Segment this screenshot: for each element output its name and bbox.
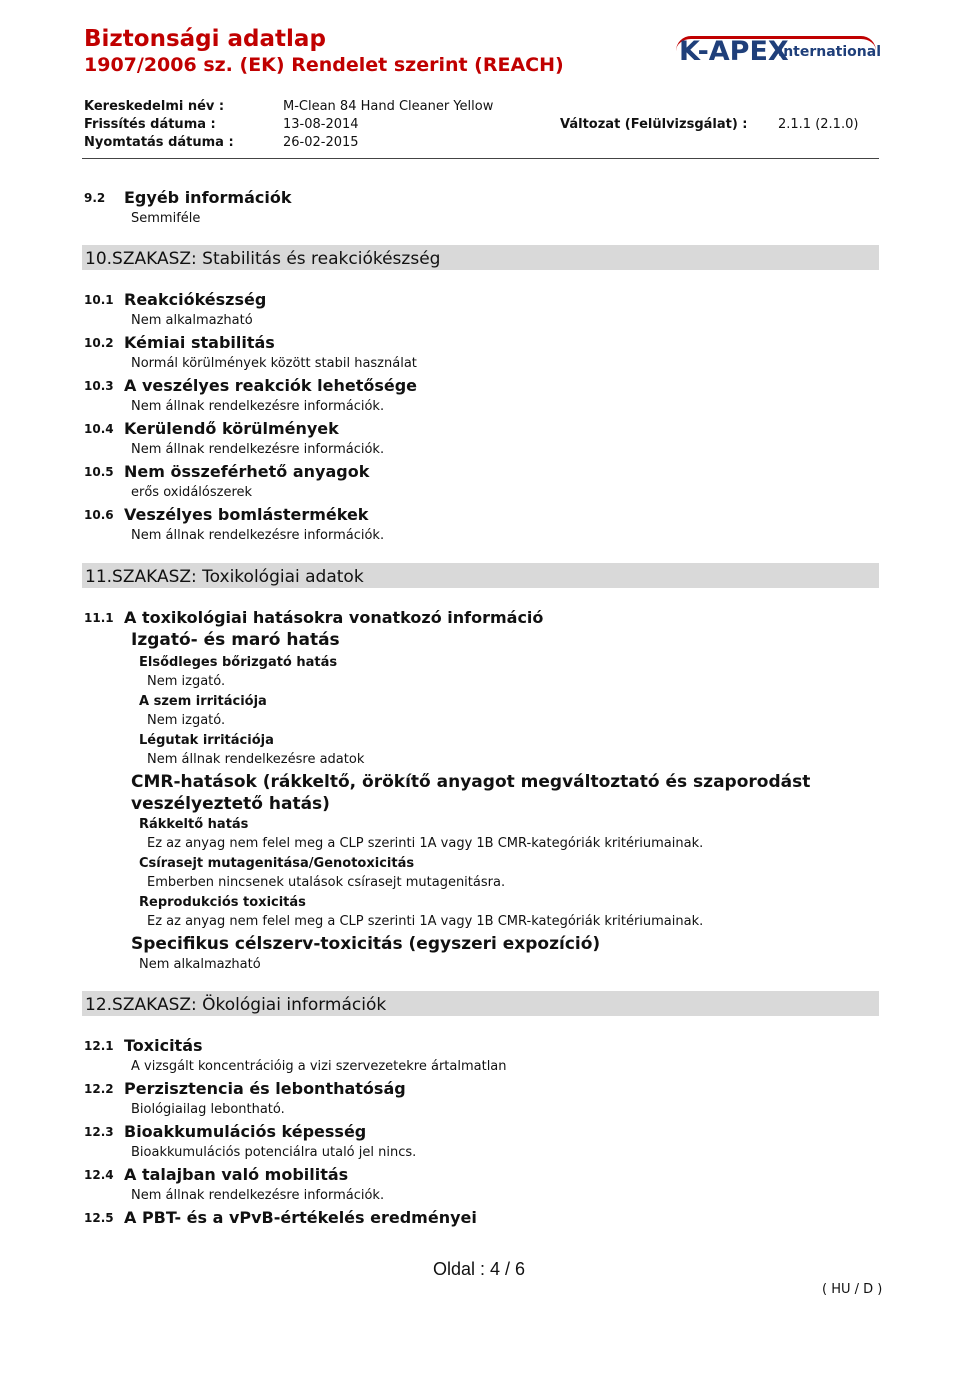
eye-irritation-label: A szem irritációja (139, 694, 267, 709)
section-number: 12.3 (84, 1125, 114, 1139)
trade-name-value: M-Clean 84 Hand Cleaner Yellow (283, 99, 494, 114)
genotoxicity-text: Emberben nincsenek utalások csírasejt mutagenitásra. (147, 875, 506, 890)
reproductive-toxicity-text: Ez az anyag nem felel meg a CLP szerinti 1A vagy 1B CMR-kategóriák kritériumainak. (147, 914, 704, 929)
subsection-title: Perzisztencia és lebonthatóság (124, 1079, 406, 1098)
section-12-header (82, 991, 879, 1016)
subsection-title: Egyéb információk (124, 188, 292, 207)
trade-name-label: Kereskedelmi név : (84, 99, 225, 114)
section-number: 12.2 (84, 1082, 114, 1096)
section-number: 10.6 (84, 508, 114, 522)
logo-sub-text: International (778, 44, 882, 60)
cmr-heading-line1: CMR-hatások (rákkeltő, örökítő anyagot megváltoztató és szaporodást (131, 772, 811, 792)
carcinogenicity-text: Ez az anyag nem felel meg a CLP szerinti 1A vagy 1B CMR-kategóriák kritériumainak. (147, 836, 704, 851)
version-label: Változat (Felülvizsgálat) : (560, 117, 748, 132)
print-date-label: Nyomtatás dátuma : (84, 135, 234, 150)
subsection-title: A PBT- és a vPvB-értékelés eredményei (124, 1208, 477, 1227)
subsection-title: Toxicitás (124, 1036, 203, 1055)
section-number: 9.2 (84, 191, 106, 205)
section-number: 10.1 (84, 293, 114, 307)
logo-main-text: K-APEX (679, 36, 789, 67)
subsection-title: Reakciókészség (124, 290, 267, 309)
respiratory-irritation-text: Nem állnak rendelkezésre adatok (147, 752, 365, 767)
subsection-text: Bioakkumulációs potenciálra utaló jel nincs. (131, 1145, 417, 1160)
update-date-label: Frissítés dátuma : (84, 117, 216, 132)
subsection-text: Nem állnak rendelkezésre információk. (131, 1188, 385, 1203)
document-title: Biztonsági adatlap (84, 26, 326, 52)
subsection-title: A toxikológiai hatásokra vonatkozó információ (124, 608, 544, 627)
stot-text: Nem alkalmazható (139, 957, 261, 972)
eye-irritation-text: Nem izgató. (147, 713, 226, 728)
section-number: 10.5 (84, 465, 114, 479)
version-value: 2.1.1 (2.1.0) (778, 117, 859, 132)
header-divider (82, 158, 879, 159)
subsection-title: Nem összeférhető anyagok (124, 462, 370, 481)
cmr-heading-line2: veszélyeztető hatás) (131, 794, 330, 814)
subsection-text: erős oxidálószerek (131, 485, 253, 500)
section-11-header (82, 563, 879, 588)
section-10-title: 10.SZAKASZ: Stabilitás és reakciókészség (85, 249, 441, 269)
section-12-title: 12.SZAKASZ: Ökológiai információk (85, 995, 387, 1015)
subsection-text: Nem állnak rendelkezésre információk. (131, 442, 385, 457)
subsection-text: Semmiféle (131, 211, 201, 226)
update-date-value: 13-08-2014 (283, 117, 359, 132)
reproductive-toxicity-label: Reprodukciós toxicitás (139, 895, 306, 910)
subsection-title: Kémiai stabilitás (124, 333, 275, 352)
section-number: 12.1 (84, 1039, 114, 1053)
skin-irritation-text: Nem izgató. (147, 674, 226, 689)
language-code: ( HU / D ) (822, 1282, 883, 1297)
stot-heading: Specifikus célszerv-toxicitás (egyszeri expozíció) (131, 934, 601, 954)
subsection-text: Nem alkalmazható (131, 313, 253, 328)
subsection-title: A talajban való mobilitás (124, 1165, 349, 1184)
subsection-title: Kerülendő körülmények (124, 419, 339, 438)
subsection-title: Veszélyes bomlástermékek (124, 505, 369, 524)
subsection-text: Biológiailag lebontható. (131, 1102, 285, 1117)
section-number: 10.3 (84, 379, 114, 393)
skin-irritation-label: Elsődleges bőrizgató hatás (139, 655, 338, 670)
page-number: Oldal : 4 / 6 (433, 1259, 526, 1279)
section-10-header (82, 245, 879, 270)
genotoxicity-label: Csírasejt mutagenitása/Genotoxicitás (139, 856, 415, 871)
section-number: 11.1 (84, 611, 114, 625)
subsection-text: A vizsgált koncentrációig a vizi szervezetekre ártalmatlan (131, 1059, 507, 1074)
subsection-text: Normál körülmények között stabil használat (131, 356, 417, 371)
section-number: 12.4 (84, 1168, 114, 1182)
section-11-title: 11.SZAKASZ: Toxikológiai adatok (85, 567, 364, 587)
section-number: 10.2 (84, 336, 114, 350)
print-date-value: 26-02-2015 (283, 135, 359, 150)
subsection-title: A veszélyes reakciók lehetősége (124, 376, 418, 395)
subsection-text: Nem állnak rendelkezésre információk. (131, 399, 385, 414)
subsection-title: Bioakkumulációs képesség (124, 1122, 367, 1141)
section-number: 10.4 (84, 422, 114, 436)
carcinogenicity-label: Rákkeltő hatás (139, 817, 249, 832)
subsection-text: Nem állnak rendelkezésre információk. (131, 528, 385, 543)
irritant-heading: Izgató- és maró hatás (131, 630, 340, 650)
regulation-subtitle: 1907/2006 sz. (EK) Rendelet szerint (REACH) (84, 54, 564, 76)
respiratory-irritation-label: Légutak irritációja (139, 733, 274, 748)
section-number: 12.5 (84, 1211, 114, 1225)
